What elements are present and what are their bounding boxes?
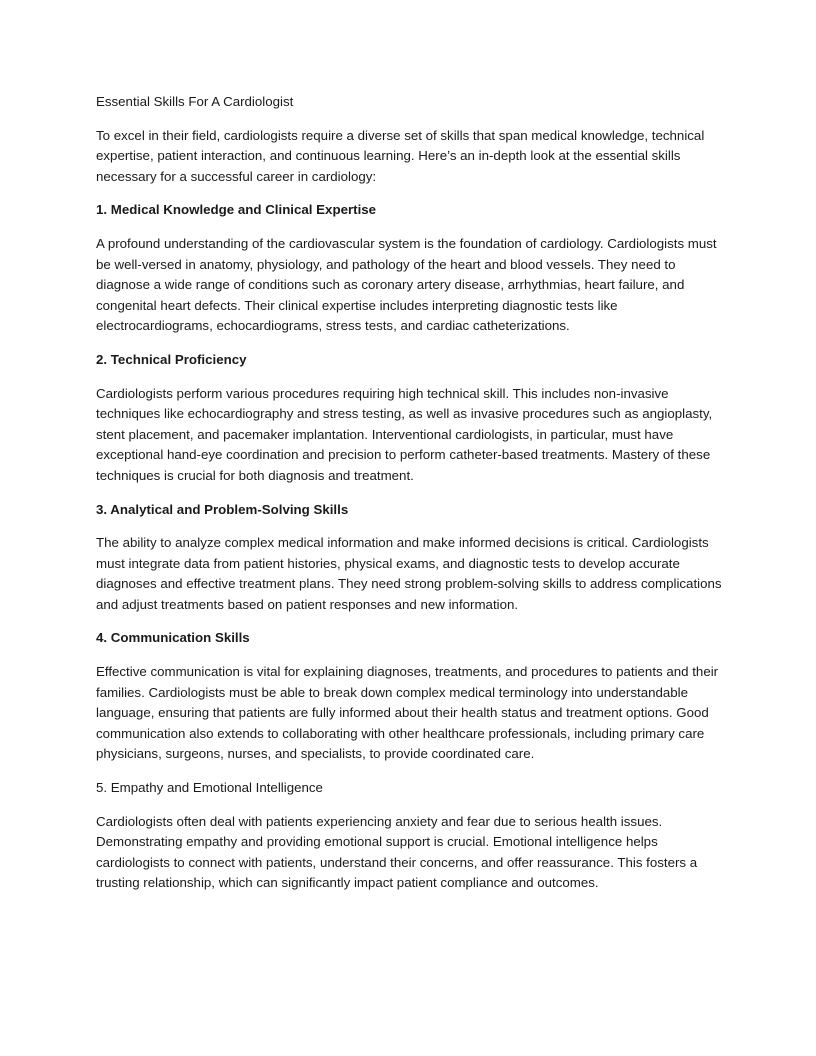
section-body-analytical-skills: The ability to analyze complex medical information and make informed decisions is critical. Cardiologists must integrate data from patient histories, physical exams, and diagnostic tests to develop accurate diagnoses and effective treatment plans. They need strong problem-solving skills to address complications and adjust treatments based on patient responses and new information.: [96, 535, 722, 612]
section-heading-analytical-skills: 3. Analytical and Problem-Solving Skills: [96, 501, 349, 517]
document-page: [96, 92, 722, 907]
section-heading-technical-proficiency: 2. Technical Proficiency: [96, 351, 247, 367]
section-body-communication-skills: Effective communication is vital for explaining diagnoses, treatments, and procedures to patients and their families. Cardiologists must be able to break down complex medical terminology into understandable language, ensuring that patients are fully informed about their health status and treatment options. Good communication also extends to collaborating with other healthcare professionals, including primary care physicians, surgeons, nurses, and specialists, to provide coordinated care.: [96, 664, 719, 762]
section-body-technical-proficiency: Cardiologists perform various procedures requiring high technical skill. This includes non-invasive techniques like echocardiography and stress testing, as well as invasive procedures such as angioplasty, stent placement, and pacemaker implantation. Interventional cardiologists, in particular, must have exceptional hand-eye coordination and precision to perform catheter-based treatments. Mastery of these techniques is crucial for both diagnosis and treatment.: [96, 385, 713, 483]
section-heading-communication-skills: 4. Communication Skills: [96, 630, 250, 646]
intro-paragraph: To excel in their field, cardiologists require a diverse set of skills that span medical knowledge, technical expertise, patient interaction, and continuous learning. Here’s an in-depth look at the essential skills necessary for a successful career in cardiology:: [96, 127, 705, 184]
section-heading-empathy: 5. Empathy and Emotional Intelligence: [96, 780, 323, 796]
section-heading-medical-knowledge: 1. Medical Knowledge and Clinical Expertise: [96, 202, 377, 218]
section-body-empathy: Cardiologists often deal with patients experiencing anxiety and fear due to serious health issues. Demonstrating empathy and providing emotional support is crucial. Emotional intelligence helps cardiologists to connect with patients, understand their concerns, and offer reassurance. This fosters a trusting relationship, which can significantly impact patient compliance and outcomes.: [96, 813, 698, 891]
document-title: Essential Skills For A Cardiologist: [96, 94, 294, 109]
section-body-medical-knowledge: A profound understanding of the cardiovascular system is the foundation of cardiology. Cardiologists must be well-versed in anatomy, physiology, and pathology of the heart and blood vessels. They need to diagnose a wide range of conditions such as coronary artery disease, arrhythmias, heart failure, and congenital heart defects. Their clinical expertise includes interpreting diagnostic tests like electrocardiograms, echocardiograms, stress tests, and cardiac catheterizations.: [96, 235, 717, 334]
